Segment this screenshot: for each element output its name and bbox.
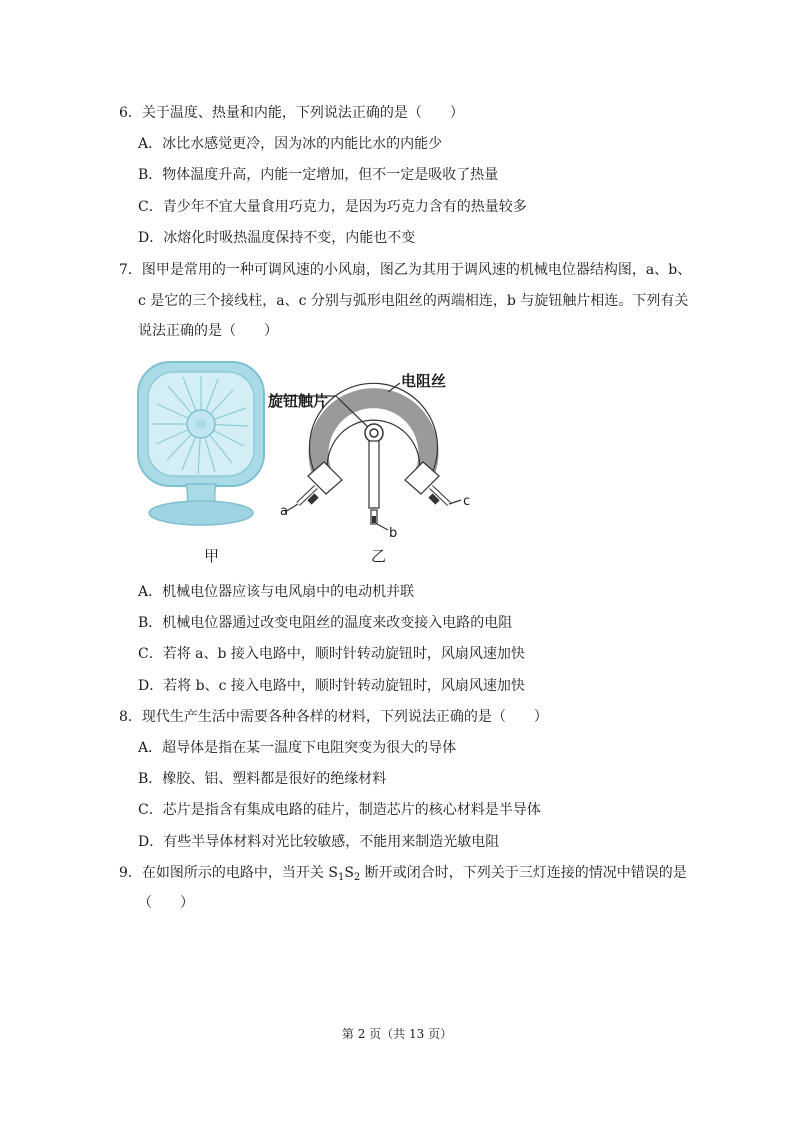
q9-subscript-2: 2 bbox=[353, 872, 361, 883]
terminal-c-label: c bbox=[463, 494, 471, 509]
q8-option-c: C．芯片是指含有集成电路的硅片，制造芯片的核心材料是半导体 bbox=[138, 802, 541, 818]
caption-jia: 甲 bbox=[204, 547, 220, 565]
q7-option-a: A．机械电位器应该与电风扇中的电动机并联 bbox=[138, 584, 415, 600]
q9-stem bbox=[119, 864, 687, 887]
fan-illustration bbox=[138, 362, 264, 525]
q7-stem-line-3: 说法正确的是（ ） bbox=[138, 323, 278, 339]
q8-option-d: D．有些半导体材料对光比较敏感，不能用来制造光敏电阻 bbox=[138, 834, 500, 850]
terminal-b-label: b bbox=[389, 526, 398, 541]
q6-option-c: C．青少年不宜大量食用巧克力，是因为巧克力含有的热量较多 bbox=[138, 199, 527, 215]
q7-option-d: D．若将 b、c 接入电路中，顺时针转动旋钮时，风扇风速加快 bbox=[138, 678, 525, 694]
q9-subscript-1: 1 bbox=[337, 872, 345, 883]
q9-stem-after: 断开或闭合时，下列关于三灯连接的情况中错误的是 bbox=[360, 865, 687, 881]
q6-option-d: D．冰熔化时吸热温度保持不变，内能也不变 bbox=[138, 230, 416, 246]
page-footer: 第 2 页（共 13 页） bbox=[341, 1027, 453, 1041]
label-knob-contact: 旋钮触片 bbox=[268, 392, 329, 410]
q9-stem-mid: S bbox=[344, 865, 354, 881]
terminal-a-label: a bbox=[280, 504, 288, 519]
q7-option-c: C．若将 a、b 接入电路中，顺时针转动旋钮时，风扇风速加快 bbox=[138, 646, 525, 662]
q9-answer-paren: （ ） bbox=[138, 895, 194, 911]
q8-option-a: A．超导体是指在某一温度下电阻突变为很大的导体 bbox=[138, 740, 457, 756]
q7-stem-line-1: 7．图甲是常用的一种可调风速的小风扇，图乙为其用于调风速的机械电位器结构图，a、b、 bbox=[119, 262, 692, 278]
q8-option-b: B．橡胶、铝、塑料都是很好的绝缘材料 bbox=[138, 771, 387, 787]
q9-stem-before: 9．在如图所示的电路中，当开关 S bbox=[119, 865, 338, 881]
q7-option-b: B．机械电位器通过改变电阻丝的温度来改变接入电路的电阻 bbox=[138, 615, 513, 631]
q7-figure bbox=[120, 350, 520, 580]
q8-stem: 8．现代生产生活中需要各种各样的材料，下列说法正确的是（ ） bbox=[119, 709, 548, 725]
q6-stem: 6．关于温度、热量和内能，下列说法正确的是（ ） bbox=[119, 105, 464, 121]
q7-stem-line-2: c 是它的三个接线柱，a、c 分别与弧形电阻丝的两端相连，b 与旋钮触片相连。下列有关 bbox=[138, 293, 689, 309]
q6-option-a: A．冰比水感觉更冷，因为冰的内能比水的内能少 bbox=[138, 136, 443, 152]
caption-yi: 乙 bbox=[371, 547, 387, 565]
label-resistor-wire: 电阻丝 bbox=[401, 372, 447, 390]
q6-option-b: B．物体温度升高，内能一定增加，但不一定是吸收了热量 bbox=[138, 167, 499, 183]
